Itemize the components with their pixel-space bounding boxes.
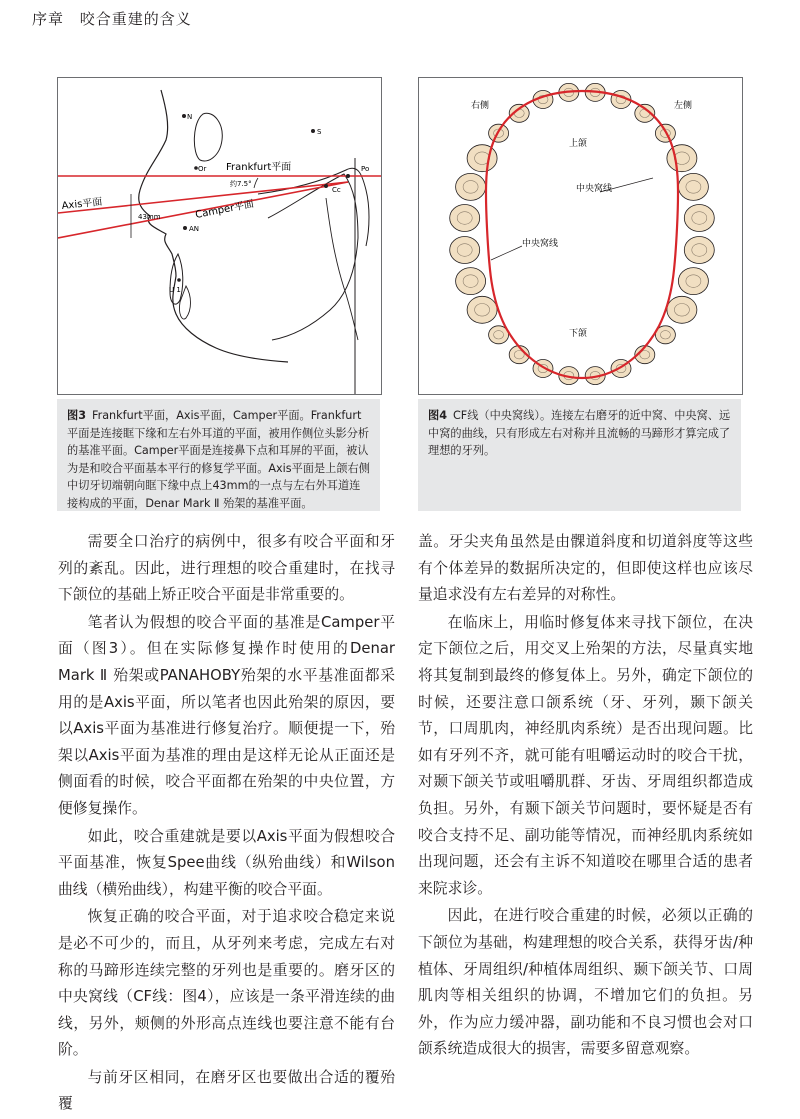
label-center-line-upper: 中央窝线 [576, 184, 613, 194]
figure-3-label: 图3 [67, 409, 86, 422]
face-profile-outline [139, 90, 288, 362]
incisor-outline [170, 254, 183, 304]
figure-4-label: 图4 [428, 409, 447, 422]
paragraph: 在临床上，用临时修复体来寻找下颌位，在决定下颌位之后，用交叉上殆架的方法，尽量真实地将其复制到最终的修复体上。另外，确定下颌位的时候，还要注意口颌系统（牙、牙列，颞下颌关节，口周肌肉，神经肌肉系统）是否出现问题。比如有牙列不齐，就可能有咀嚼运动时的咬合干扰，对颞下颌关节或咀嚼肌群、牙齿、牙周组织都造成负担。另外，有颞下颌关节问题时，要怀疑是否有咬合支持不足、副功能等情况，而神经肌肉系统如出现问题，还会有主诉不知道咬在哪里合适的患者来院求诊。 [418, 613, 753, 897]
label-u1: U 1 [169, 286, 181, 294]
label-43mm: 43mm [138, 213, 161, 221]
orbit-outline [194, 113, 222, 161]
mandible-outline [268, 174, 358, 340]
label-an: AN [189, 225, 200, 233]
paragraph: 盖。牙尖夹角虽然是由髁道斜度和切道斜度等这些有个体差异的数据所决定的，但即使这样也应该尽量追求没有左右差异的对称性。 [418, 533, 753, 604]
label-center-line-lower: 中央窝线 [522, 239, 559, 249]
label-right: 右侧 [471, 101, 490, 111]
tooth [450, 205, 480, 232]
figure-4-caption [418, 399, 741, 511]
figure-3-caption [57, 399, 380, 511]
leader-line-lower [491, 246, 522, 260]
tooth [467, 145, 497, 172]
figure-3-drawing [58, 78, 381, 394]
point-po [346, 174, 350, 178]
lower-incisor-outline [179, 286, 190, 319]
paragraph: 笔者认为假想的咬合平面的基准是Camper平面（图3）。但在实际修复操作时使用的Denar Mark Ⅱ 殆架或PANAHOBY殆架的水平基准面都采用的是Axis平面，所以笔者也因此殆架的原因，要以Axis平面为基准进行修复治疗。顺便提一下，殆架以Axis平面为基准的理由是这样无论从正面还是侧面看的时候，咬合平面都在殆架的中央位置，方便修复操作。 [58, 613, 395, 817]
tooth [684, 205, 714, 232]
figure-4-caption-text: CF线（中央窝线）。连接左右磨牙的近中窝、中央窝、远中窝的曲线，只有形成左右对称并且流畅的马蹄形才算完成了理想的牙列。 [428, 409, 731, 457]
chapter-label: 序章 [32, 10, 65, 28]
paragraph: 需要全口治疗的病例中，很多有咬合平面和牙列的紊乱。因此，进行理想的咬合重建时，在找寻下颌位的基础上矫正咬合平面是非常重要的。 [58, 533, 395, 604]
body-column-right [418, 529, 753, 1064]
figure-4-drawing [419, 78, 742, 394]
label-or: Or [198, 165, 207, 173]
label-angle: 约7.5° [230, 180, 252, 188]
label-axis: Axis平面 [61, 196, 103, 212]
tooth [450, 237, 480, 264]
tooth [684, 237, 714, 264]
point-cc [324, 184, 328, 188]
point-u1 [177, 278, 181, 282]
chapter-title: 咬合重建的含义 [79, 10, 192, 28]
point-an [183, 226, 187, 230]
paragraph: 与前牙区相同，在磨牙区也要做出合适的覆殆覆 [58, 1068, 395, 1113]
tooth [456, 268, 486, 295]
teeth-group [450, 83, 715, 384]
paragraph: 因此，在进行咬合重建的时候，必须以正确的下颌位为基础，构建理想的咬合关系，获得牙齿/种植体、牙周组织/种植体周组织、颞下颌关节、口周肌肉等相关组织的协调，不增加它们的负担。另外，作为应力缓冲器，副功能和不良习惯也会对口颌系统造成很大的损害，需要多留意观察。 [418, 907, 753, 1058]
tooth [467, 296, 497, 323]
tooth [667, 145, 697, 172]
label-upper: 上颌 [569, 139, 588, 149]
tooth [667, 296, 697, 323]
figure-3-cephalometric [57, 77, 382, 395]
angle-arc [254, 178, 258, 188]
tooth [456, 173, 486, 200]
figure-4-dental-arch [418, 77, 743, 395]
point-s [311, 129, 315, 133]
running-header [32, 8, 202, 29]
cranial-base-outline [258, 168, 369, 246]
point-n [182, 114, 186, 118]
label-po: Po [361, 165, 370, 173]
paragraph: 恢复正确的咬合平面，对于追求咬合稳定来说是必不可少的，而且，从牙列来考虑，完成左右对称的马蹄形连续完整的牙列也是重要的。磨牙区的中央窝线（CF线：图4），应该是一条平滑连续的曲线，另外，颊侧的外形高点连线也要注意不能有台阶。 [58, 908, 395, 1059]
label-n: N [187, 113, 193, 121]
tooth [678, 173, 708, 200]
label-camper: Camper平面 [194, 198, 255, 221]
label-frankfurt: Frankfurt平面 [226, 162, 292, 173]
label-cc: Cc [332, 186, 341, 194]
tooth [678, 268, 708, 295]
label-s: S [317, 128, 322, 136]
figure-3-caption-text: Frankfurt平面，Axis平面，Camper平面。Frankfurt平面是连接眶下缘和左右外耳道的平面，被用作侧位头影分析的基准平面。Camper平面是连接鼻下点和耳屏的平面，被认为是和咬合平面基本平行的修复学平面。Axis平面是上颌右侧中切牙切端朝向眶下缘中点上43mm的一点与左右外耳道连接构成的平面，Denar Mark Ⅱ 殆架的基准平面。 [67, 409, 370, 510]
body-column-left [58, 529, 395, 1119]
label-left: 左侧 [674, 101, 693, 111]
paragraph: 如此，咬合重建就是要以Axis平面为假想咬合平面基准，恢复Spee曲线（纵殆曲线）和Wilson曲线（横殆曲线），构建平衡的咬合平面。 [58, 827, 395, 898]
label-lower: 下颌 [569, 329, 588, 339]
